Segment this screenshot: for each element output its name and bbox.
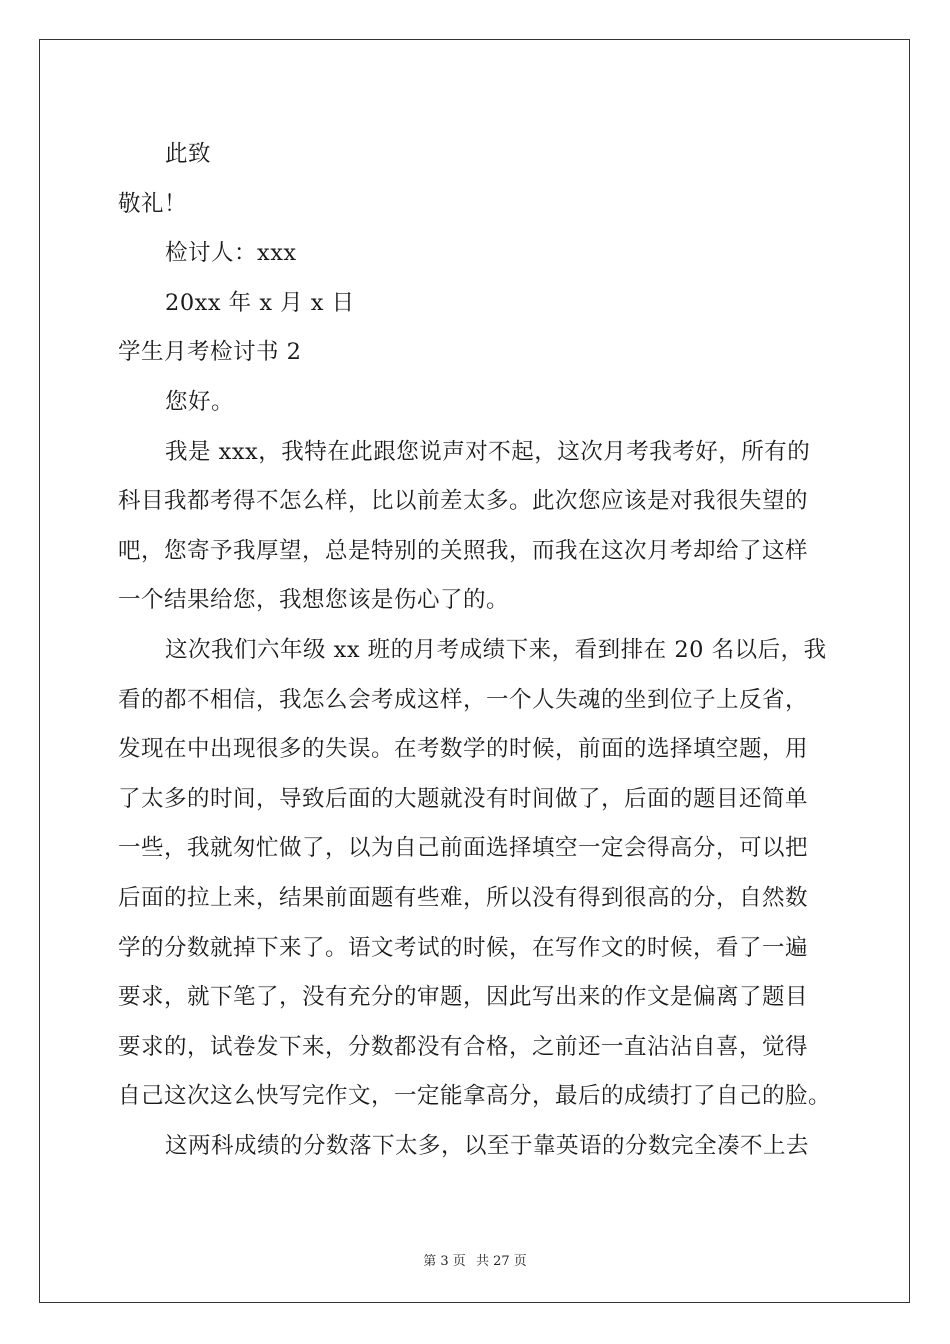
text-line: 吧，您寄予我厚望，总是特别的关照我，而我在这次月考却给了这样 <box>118 537 809 564</box>
text-line: 要求，就下笔了，没有充分的审题，因此写出来的作文是偏离了题目 <box>118 984 809 1011</box>
text-line: 后面的拉上来，结果前面题有些难，所以没有得到很高的分，自然数 <box>118 884 809 911</box>
text-line: 学的分数就掉下来了。语文考试的时候，在写作文的时候，看了一遍 <box>118 934 809 961</box>
text-line: 学生月考检讨书 2 <box>118 339 302 366</box>
document-body <box>118 130 838 1171</box>
page-total: 共 27 页 <box>475 1254 527 1269</box>
text-line: 这次我们六年级 xx 班的月考成绩下来，看到排在 20 名以后，我 <box>165 636 827 663</box>
page-number: 第 3 页 <box>423 1254 466 1269</box>
text-line: 20xx 年 x 月 x 日 <box>165 289 355 316</box>
text-line: 这两科成绩的分数落下太多，以至于靠英语的分数完全凑不上去 <box>165 1132 810 1159</box>
text-line: 科目我都考得不怎么样，比以前差太多。此次您应该是对我很失望的 <box>118 488 809 515</box>
text-line: 您好。 <box>165 388 235 415</box>
text-line: 敬礼！ <box>118 190 188 217</box>
text-line: 检讨人：xxx <box>165 240 297 267</box>
page-footer <box>0 1250 950 1269</box>
text-line: 要求的，试卷发下来，分数都没有合格，之前还一直沾沾自喜，觉得 <box>118 1033 809 1060</box>
text-line: 一个结果给您，我想您该是伤心了的。 <box>118 587 510 614</box>
text-line: 一些，我就匆忙做了，以为自己前面选择填空一定会得高分，可以把 <box>118 835 809 862</box>
text-line: 此致 <box>165 141 212 167</box>
text-line: 我是 xxx，我特在此跟您说声对不起，这次月考我考好，所有的 <box>165 438 811 465</box>
text-line: 了太多的时间，导致后面的大题就没有时间做了，后面的题目还简单 <box>118 785 809 812</box>
text-line: 看的都不相信，我怎么会考成这样，一个人失魂的坐到位子上反省， <box>118 686 809 713</box>
text-line: 自己这次这么快写完作文，一定能拿高分，最后的成绩打了自己的脸。 <box>118 1083 832 1110</box>
text-line: 发现在中出现很多的失误。在考数学的时候，前面的选择填空题，用 <box>118 736 809 763</box>
